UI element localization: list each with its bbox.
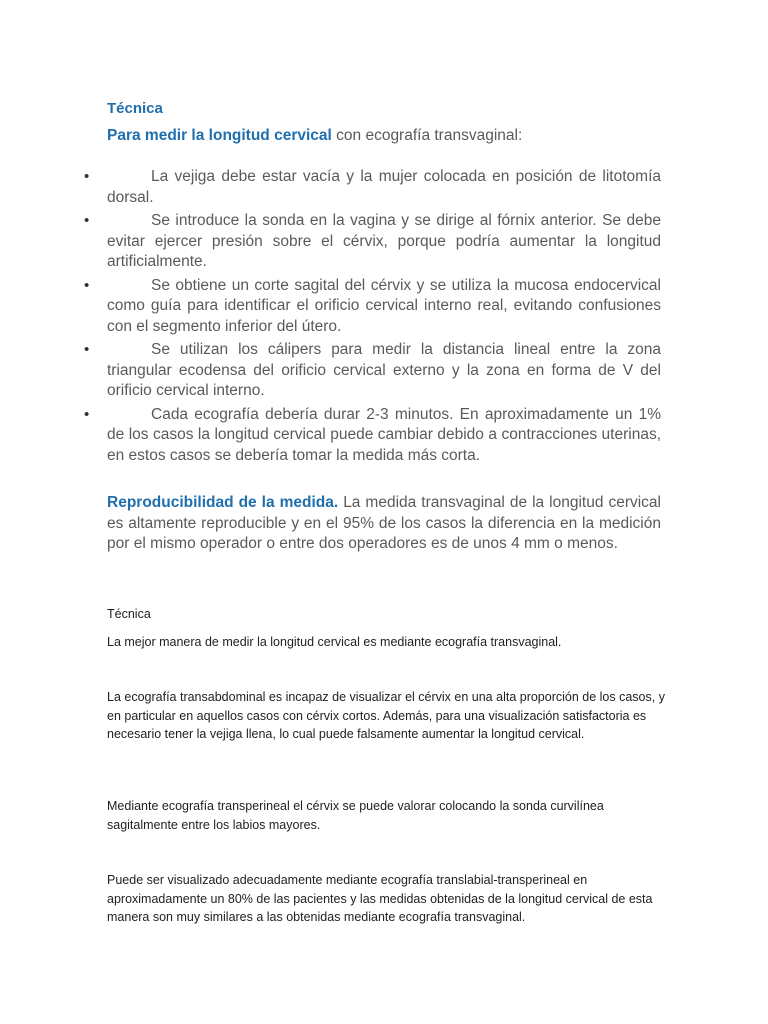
paragraph-transabdominal: La ecografía transabdominal es incapaz de visualizar el cérvix en una alta proporción de los casos, y en particular en aquellos casos con cérvix cortos. Además, para una visualización satisfactoria es necesario tener la vejiga llena, lo cual puede falsamente aumentar la longitud cervical. [107,690,665,741]
plain-heading: Técnica [107,607,151,621]
paragraph-translabial: Puede ser visualizado adecuadamente mediante ecografía translabial-transperineal en aproximadamente un 80% de las pacientes y las medidas obtenidas de la longitud cervical de esta manera son muy similares a las obtenidas mediante ecografía transvaginal. [107,873,653,924]
list-item-text: La vejiga debe estar vacía y la mujer colocada en posición de litotomía dorsal. [107,168,661,206]
bullet-icon: • [84,276,90,294]
reproducibility-paragraph [107,493,661,555]
list-item-text: Se utilizan los cálipers para medir la distancia lineal entre la zona triangular ecodensa del orificio cervical externo y la zona en forma de V del orificio cervical interno. [107,341,661,399]
bullet-icon: • [84,168,90,185]
paragraph-best-method: La mejor manera de medir la longitud cervical es mediante ecografía transvaginal. [107,635,562,649]
intro-text: con ecografía transvaginal: [331,127,523,144]
technique-bullet-list [0,167,768,469]
paragraph-transperineal: Mediante ecografía transperineal el cérvix se puede valorar colocando la sonda curvilínea sagitalmente entre los labios mayores. [107,799,604,832]
list-item [0,276,768,338]
bullet-icon: • [84,405,90,423]
list-item-text: Cada ecografía debería durar 2-3 minutos. En aproximadamente un 1% de los casos la longitud cervical puede cambiar debido a contracciones uterinas, en estos casos se debería tomar la medida más corta. [107,405,661,464]
list-item [0,167,768,208]
reproducibility-text: La medida transvaginal de la longitud cervical es altamente reproducible y en el 95% de los casos la diferencia en la medición por el mismo operador o entre dos operadores es de unos 4 mm o menos. [107,494,661,552]
bullet-icon: • [84,341,90,358]
list-item [0,340,768,402]
list-item-text: Se introduce la sonda en la vagina y se dirige al fórnix anterior. Se debe evitar ejercer presión sobre el cérvix, porque podría aumentar la longitud artificialmente. [107,212,661,270]
intro-highlight: Para medir la longitud cervical [107,127,332,144]
list-item [0,405,768,467]
intro-line [107,127,522,145]
list-item-text: Se obtiene un corte sagital del cérvix y se utiliza la mucosa endocervical como guía para identificar el orificio cervical interno real, evitando confusiones con el segmento inferior del útero. [107,276,661,335]
reproducibility-heading: Reproducibilidad de la medida. [107,494,339,511]
list-item [0,211,768,273]
bullet-icon: • [84,212,90,229]
section-heading: Técnica [107,100,163,117]
